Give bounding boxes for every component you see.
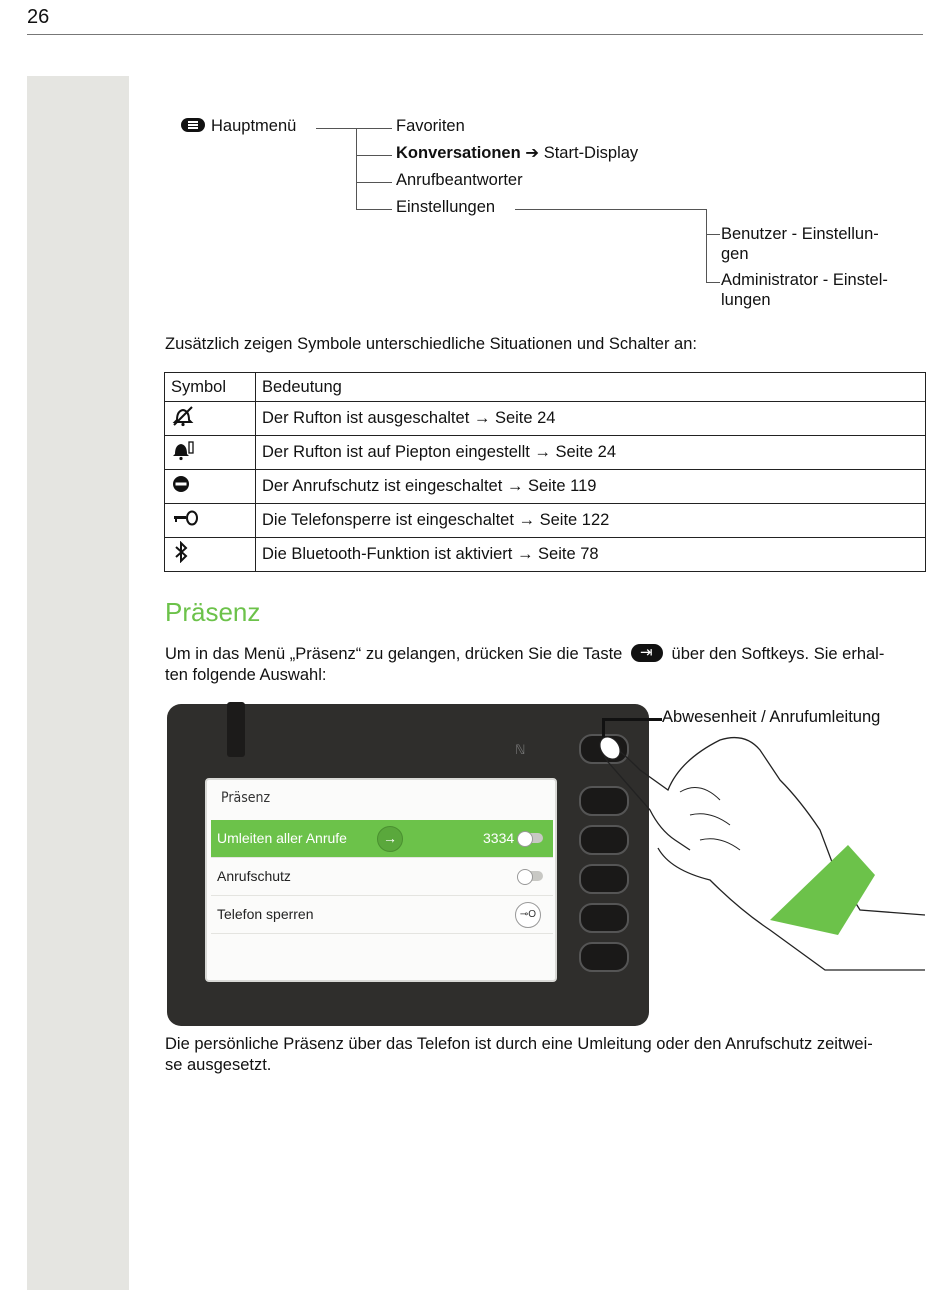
key-lock-icon — [165, 504, 256, 538]
paragraph-text: se ausgesetzt. — [165, 1056, 272, 1074]
menu-tree — [0, 0, 950, 320]
sub-item-line: lungen — [721, 291, 771, 309]
start-display-label: Start-Display — [543, 144, 639, 162]
page-number: 26 — [27, 6, 50, 28]
tree-line — [706, 234, 720, 235]
symbol-meaning: Der Rufton ist ausgeschaltet → Seite 24 — [256, 402, 926, 436]
symbol-meaning: Der Anrufschutz ist eingeschaltet → Seite 119 — [256, 470, 926, 504]
symbol-meaning: Die Telefonsperre ist eingeschaltet → Seite 122 — [256, 504, 926, 538]
main-menu-icon — [181, 118, 205, 132]
menu-item-konversationen — [396, 143, 638, 163]
section-heading: Präsenz — [165, 597, 261, 627]
symbol-table — [164, 372, 926, 572]
tree-line — [356, 128, 357, 209]
presence-paragraph — [165, 644, 925, 686]
sub-item-line: Administrator - Einstel- — [721, 271, 888, 289]
tree-line — [356, 155, 392, 156]
lock-icon[interactable]: ⊸O — [515, 902, 541, 928]
phone-handle — [227, 702, 245, 757]
pointing-hand-illustration — [580, 720, 925, 980]
submenu-benutzer-einstellungen — [721, 224, 879, 264]
do-not-disturb-icon — [165, 470, 256, 504]
table-header-row — [165, 373, 926, 402]
symbol-meaning: Die Bluetooth-Funktion ist aktiviert → Seite 78 — [256, 538, 926, 572]
toggle-switch[interactable] — [519, 833, 543, 843]
table-row — [165, 504, 926, 538]
menu-item-anrufbeantworter: Anrufbeantworter — [396, 171, 523, 189]
tree-line — [356, 182, 392, 183]
callout-label: Abwesenheit / Anrufumleitung — [662, 708, 881, 726]
paragraph-text: ten folgende Auswahl: — [165, 666, 327, 684]
menu-item-einstellungen: Einstellungen — [396, 198, 496, 216]
intro-text: Zusätzlich zeigen Symbole unterschiedliche Situationen und Schalter an: — [165, 335, 697, 353]
sub-item-line: gen — [721, 245, 749, 263]
header-symbol: Symbol — [165, 373, 256, 402]
tree-line — [706, 209, 707, 282]
forward-number: 3334 — [483, 830, 515, 846]
bell-off-icon — [165, 402, 256, 436]
screen-row-lock-phone[interactable] — [211, 896, 553, 934]
presence-key-icon — [631, 644, 663, 662]
table-row — [165, 402, 926, 436]
phone-illustration — [167, 704, 649, 1026]
tree-line — [316, 128, 392, 129]
tree-line — [356, 209, 392, 210]
header-bedeutung: Bedeutung — [256, 373, 926, 402]
menu-item-favoriten: Favoriten — [396, 117, 465, 135]
row-label: Umleiten aller Anrufe — [217, 830, 347, 846]
table-row — [165, 470, 926, 504]
toggle-switch[interactable] — [519, 871, 543, 881]
row-label: Telefon sperren — [217, 906, 314, 922]
submenu-administrator-einstellungen — [721, 270, 888, 310]
row-label: Anrufschutz — [217, 868, 291, 884]
paragraph-text: über den Softkeys. Sie erhal- — [671, 645, 885, 663]
menu-root-label: Hauptmenü — [211, 117, 297, 135]
forward-arrow-icon[interactable]: → — [377, 826, 403, 852]
table-row — [165, 436, 926, 470]
right-arrow-icon: ➔ — [525, 144, 540, 162]
tree-line — [515, 209, 707, 210]
screen-row-do-not-disturb[interactable] — [211, 858, 553, 896]
paragraph-text: Die persönliche Präsenz über das Telefon ist durch eine Umleitung oder den Anrufschutz zeitwei- — [165, 1035, 873, 1053]
symbol-meaning: Der Rufton ist auf Piepton eingestellt → Seite 24 — [256, 436, 926, 470]
tree-line — [706, 282, 720, 283]
konversationen-label: Konversationen — [396, 144, 521, 162]
phone-screen — [205, 778, 557, 982]
bell-beep-icon — [165, 436, 256, 470]
table-row — [165, 538, 926, 572]
sub-item-line: Benutzer - Einstellun- — [721, 225, 879, 243]
screen-title: Präsenz — [221, 790, 271, 806]
bluetooth-icon — [165, 538, 256, 572]
nfc-icon: ℕ — [515, 742, 526, 757]
closing-paragraph — [165, 1034, 925, 1076]
paragraph-text: Um in das Menü „Präsenz“ zu gelangen, drücken Sie die Taste — [165, 645, 623, 663]
screen-row-forward-all[interactable] — [211, 820, 553, 858]
